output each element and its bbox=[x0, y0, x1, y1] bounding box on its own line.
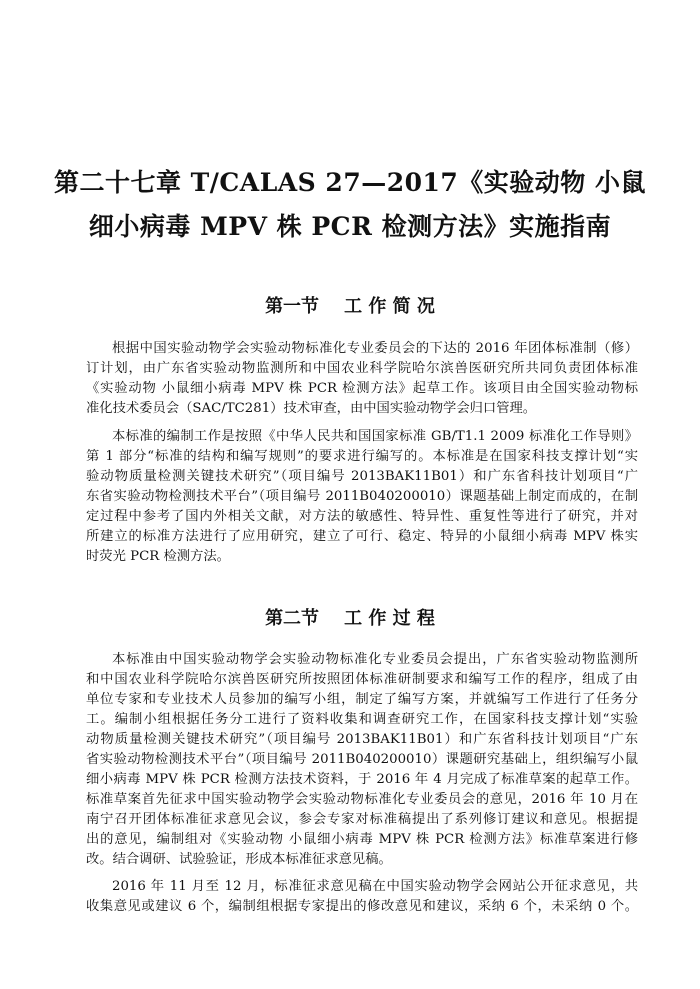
paragraph-line: 东省实验动物检测技术平台”（项目编号 2011B040200010）课题基础上制定而成的，在制 bbox=[86, 489, 638, 504]
paragraph-line: 时荧光 PCR 检测方法。 bbox=[86, 549, 230, 564]
chapter-title-line-2: 细小病毒 MPV 株 PCR 检测方法》实施指南 bbox=[88, 212, 612, 241]
paragraph-line: 第 1 部分“标准的结构和编写规则”的要求进行编写的。本标准是在国家科技支撑计划“实 bbox=[86, 449, 638, 464]
paragraph-line: 2016 年 11 月至 12 月，标准征求意见稿在中国实验动物学会网站公开征求意见，共 bbox=[112, 879, 638, 894]
paragraph-line: 出的意见，编制组对《实验动物 小鼠细小病毒 MPV 株 PCR 检测方法》标准草案进行修 bbox=[86, 832, 638, 847]
paragraph-line: 收集意见或建议 6 个，编制组根据专家提出的修改意见和建议，采纳 6 个，未采纳 0 个。 bbox=[86, 899, 638, 914]
section-heading-work-overview: 第一节 工 作 简 况 bbox=[265, 296, 435, 317]
paragraph-line: 标准草案首先征求中国实验动物学会实验动物标准化专业委员会的意见，2016 年 10 月在 bbox=[86, 792, 638, 807]
section-heading-work-process: 第二节 工 作 过 程 bbox=[265, 608, 435, 629]
chapter-title-line-1: 第二十七章 T/CALAS 27—2017《实验动物 小鼠 bbox=[53, 168, 647, 197]
paragraph-line: 定过程中参考了国内外相关文献，对方法的敏感性、特异性、重复性等进行了研究，并对 bbox=[86, 509, 638, 524]
paragraph-line: 所建立的标准方法进行了应用研究，建立了可行、稳定、特异的小鼠细小病毒 MPV 株实 bbox=[86, 529, 638, 544]
paragraph-line: 本标准由中国实验动物学会实验动物标准化专业委员会提出，广东省实验动物监测所 bbox=[112, 652, 638, 667]
paragraph-line: 订计划，由广东省实验动物监测所和中国农业科学院哈尔滨兽医研究所共同负责团体标准 bbox=[86, 361, 638, 376]
paragraph-line: 工。编制小组根据任务分工进行了资料收集和调查研究工作，在国家科技支撑计划“实验 bbox=[86, 712, 638, 727]
paragraph-line: 准化技术委员会（SAC/TC281）技术审查，由中国实验动物学会归口管理。 bbox=[86, 401, 537, 416]
paragraph-line: 验动物质量检测关键技术研究”（项目编号 2013BAK11B01）和广东省科技计划项目“广 bbox=[86, 469, 638, 484]
paragraph-line: 单位专家和专业技术人员参加的编写小组，制定了编写方案，并就编写工作进行了任务分 bbox=[86, 692, 638, 707]
paragraph-line: 动物质量检测关键技术研究”（项目编号 2013BAK11B01）和广东省科技计划项目“广东 bbox=[86, 732, 638, 747]
paragraph-line: 省实验动物检测技术平台”（项目编号 2011B040200010）课题研究基础上，组织编写小鼠 bbox=[86, 752, 638, 767]
paragraph-line: 改。结合调研、试验验证，形成本标准征求意见稿。 bbox=[86, 852, 392, 867]
paragraph-line: 细小病毒 MPV 株 PCR 检测方法技术资料，于 2016 年 4 月完成了标准草案的起草工作。 bbox=[86, 772, 638, 787]
paragraph-line: 和中国农业科学院哈尔滨兽医研究所按照团体标准研制要求和编写工作的程序，组成了由 bbox=[86, 672, 638, 687]
paragraph-line: 南宁召开团体标准征求意见会议，参会专家对标准稿提出了系列修订建议和意见。根据提 bbox=[86, 812, 638, 827]
paragraph-line: 本标准的编制工作是按照《中华人民共和国国家标准 GB/T1.1 2009 标准化工作导则》 bbox=[112, 429, 638, 444]
paragraph-line: 根据中国实验动物学会实验动物标准化专业委员会的下达的 2016 年团体标准制（修） bbox=[112, 341, 638, 356]
paragraph-line: 《实验动物 小鼠细小病毒 MPV 株 PCR 检测方法》起草工作。该项目由全国实验动物标 bbox=[86, 381, 638, 396]
